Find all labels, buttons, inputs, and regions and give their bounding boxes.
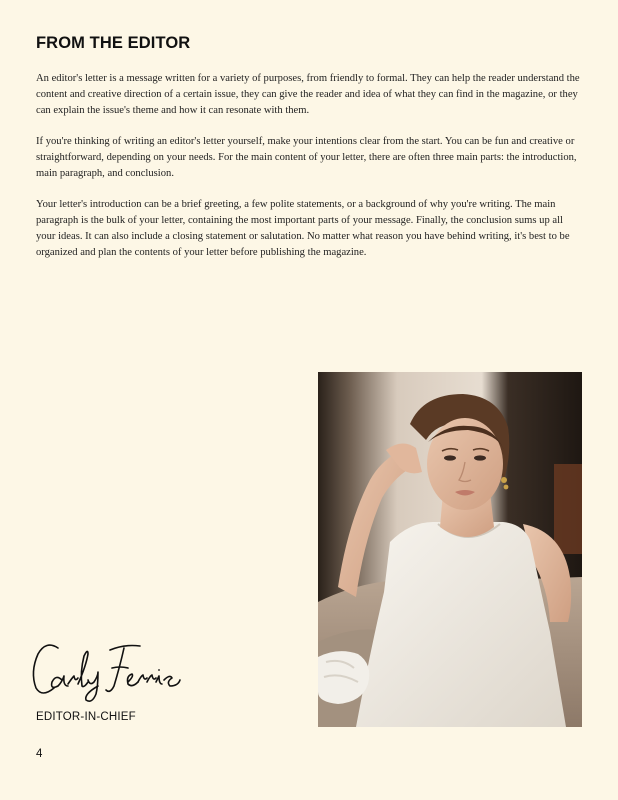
letter-body <box>36 71 582 276</box>
page-title: FROM THE EDITOR <box>36 34 191 52</box>
editor-signature <box>28 636 188 704</box>
paragraph-structure: Your letter's introduction can be a brief greeting, a few polite statements, or a background of why you're writing. The main paragraph is the bulk of your letter, containing the most important parts of your message. Finally, the conclusion sums up all your ideas. It can also include a closing statement or salutation. No matter what reason you have behind writing, it's best to be organized and plan the contents of your letter before publishing the magazine. <box>36 199 570 258</box>
paragraph-intro: An editor's letter is a message written for a variety of purposes, from friendly to formal. They can help the reader understand the content and creative direction of a certain issue, they can give the reader and idea of what they can find in the magazine, or they can explain the issue's theme and how it can resonate with them. <box>36 73 580 116</box>
paragraph-intentions: If you're thinking of writing an editor's letter yourself, make your intentions clear from the start. You can be fun and creative or straightforward, depending on your needs. For the main content of your letter, there are often three main parts: the introduction, main paragraph, and conclusion. <box>36 136 577 179</box>
editor-photo <box>318 372 582 727</box>
page-number: 4 <box>36 748 43 760</box>
editor-role: EDITOR-IN-CHIEF <box>36 711 136 723</box>
